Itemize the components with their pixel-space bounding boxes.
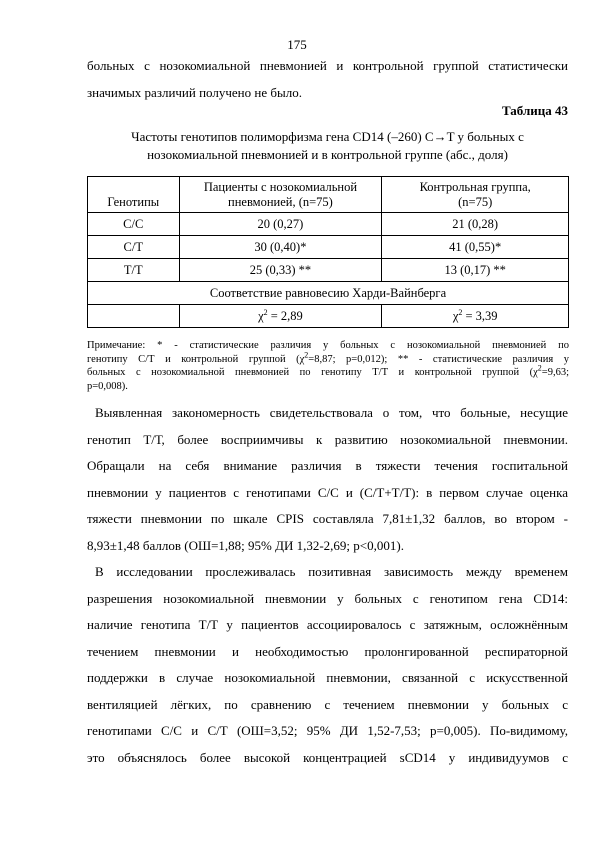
body-line: генотипами С/С и С/Т (ОШ=3,52; 95% ДИ 1,52-7,53; р=0,005). По-видимому, <box>87 723 568 738</box>
body-line: Выявленная закономерность свидетельствовала о том, что больные, несущие <box>95 405 568 420</box>
body-line: генотип Т/Т, более восприимчивы к развитию нозокомиальной пневмонии. <box>87 431 568 447</box>
cell-control: 41 (0,55)* <box>382 236 569 259</box>
body-line: течением пневмонии и необходимостью пролонгированной респираторной <box>87 643 568 659</box>
chi-symbol: χ <box>258 308 264 323</box>
body-line: пневмонии у пациентов с генотипами С/С и (С/Т+Т/Т): в первом случае оценка <box>87 484 568 500</box>
page-number: 175 <box>287 37 307 52</box>
table-note <box>87 339 569 393</box>
table-row <box>88 259 569 282</box>
note-sup: 2 <box>537 363 542 373</box>
body-line: разрешения нозокомиальной пневмонии у больных с генотипом гена CD14: <box>87 590 568 606</box>
hwe-label-cell: Соответствие равновесию Харди-Вайнберга <box>88 282 569 305</box>
table-row <box>88 236 569 259</box>
body-line: В исследовании прослеживалась позитивная зависимость между временем <box>95 564 568 579</box>
caption-line: Частоты генотипов полиморфизма гена CD14 (–260) C→T у больных с <box>131 129 524 144</box>
header-genotypes: Генотипы <box>88 177 180 213</box>
table-caption <box>87 128 568 164</box>
cell-patients: 25 (0,33) ** <box>179 259 382 282</box>
note-sup: 2 <box>304 350 309 359</box>
note-line: Примечание: * - статистические различия у больных с нозокомиальной пневмонией по <box>87 340 569 351</box>
note-line <box>87 363 569 380</box>
intro-line: больных с нозокомиальной пневмонией и контрольной группой статистически <box>87 58 568 73</box>
body-paragraphs <box>87 400 568 771</box>
table-row-hwe-label <box>88 282 569 305</box>
note-line: р=0,008). <box>87 380 128 392</box>
chi-symbol: χ <box>452 308 459 323</box>
table-label: Таблица 43 <box>501 103 568 118</box>
chi-patients-value: = 2,89 <box>267 308 303 323</box>
body-line: 8,93±1,48 баллов (ОШ=1,88; 95% ДИ 1,32-2,69; р<0,001). <box>87 537 404 553</box>
note-text: =8,87; р=0,012); ** - статистические различия у <box>308 353 569 365</box>
note-line <box>87 350 569 367</box>
chi-patients-cell <box>179 305 382 328</box>
header-control-line: Контрольная группа, <box>419 180 531 194</box>
header-control <box>382 177 569 213</box>
header-patients-line: Пациенты с нозокомиальной <box>203 180 358 194</box>
note-text: генотипу С/Т и контрольной группой (χ <box>87 353 305 365</box>
body-line: это объяснялось более высокой концентрацией sCD14 у индивидуумов с <box>87 749 568 765</box>
note-text: =9,63; <box>541 367 569 378</box>
chi-control-cell <box>382 305 569 328</box>
table-header-row <box>88 177 569 213</box>
note-text: больных с нозокомиальной пневмонией по генотипу Т/Т и контрольной группой (χ <box>87 367 538 378</box>
table-row <box>88 213 569 236</box>
table-row-chi-square <box>88 305 569 328</box>
cell-patients: 30 (0,40)* <box>179 236 382 259</box>
cell-patients: 20 (0,27) <box>179 213 382 236</box>
body-line: вентиляцией лёгких, по сравнению с течением пневмонии у больных с <box>87 696 568 712</box>
header-patients <box>179 177 382 213</box>
cell-genotype: T/T <box>88 259 180 282</box>
body-line: наличие генотипа Т/Т у пациентов ассоциировалось с затяжным, осложнённым <box>87 617 568 632</box>
chi-power: 2 <box>458 307 463 317</box>
cell-genotype: C/C <box>88 213 180 236</box>
intro-line: значимых различий получено не было. <box>87 85 302 100</box>
body-line: тяжести пневмонии по шкале CPIS составляла 7,81±1,32 баллов, во втором - <box>87 511 568 526</box>
genotype-frequency-table <box>87 176 569 328</box>
caption-line: нозокомиальной пневмонией и в контрольной группе (абс., доля) <box>147 147 508 162</box>
intro-paragraph <box>87 52 568 106</box>
header-patients-line: пневмонией, (n=75) <box>228 195 333 209</box>
cell-genotype: C/T <box>88 236 180 259</box>
cell-control: 21 (0,28) <box>382 213 569 236</box>
chi-empty-cell <box>88 305 180 328</box>
body-line: поддержки в случае нозокомиальной пневмонии, связанной с искусственной <box>87 670 568 685</box>
body-line: Обращали на себя внимание различия в тяжести течения госпитальной <box>87 458 568 473</box>
header-control-line: (n=75) <box>458 195 493 209</box>
chi-power: 2 <box>263 307 268 317</box>
chi-control-value: = 3,39 <box>462 308 498 323</box>
cell-control: 13 (0,17) ** <box>382 259 569 282</box>
